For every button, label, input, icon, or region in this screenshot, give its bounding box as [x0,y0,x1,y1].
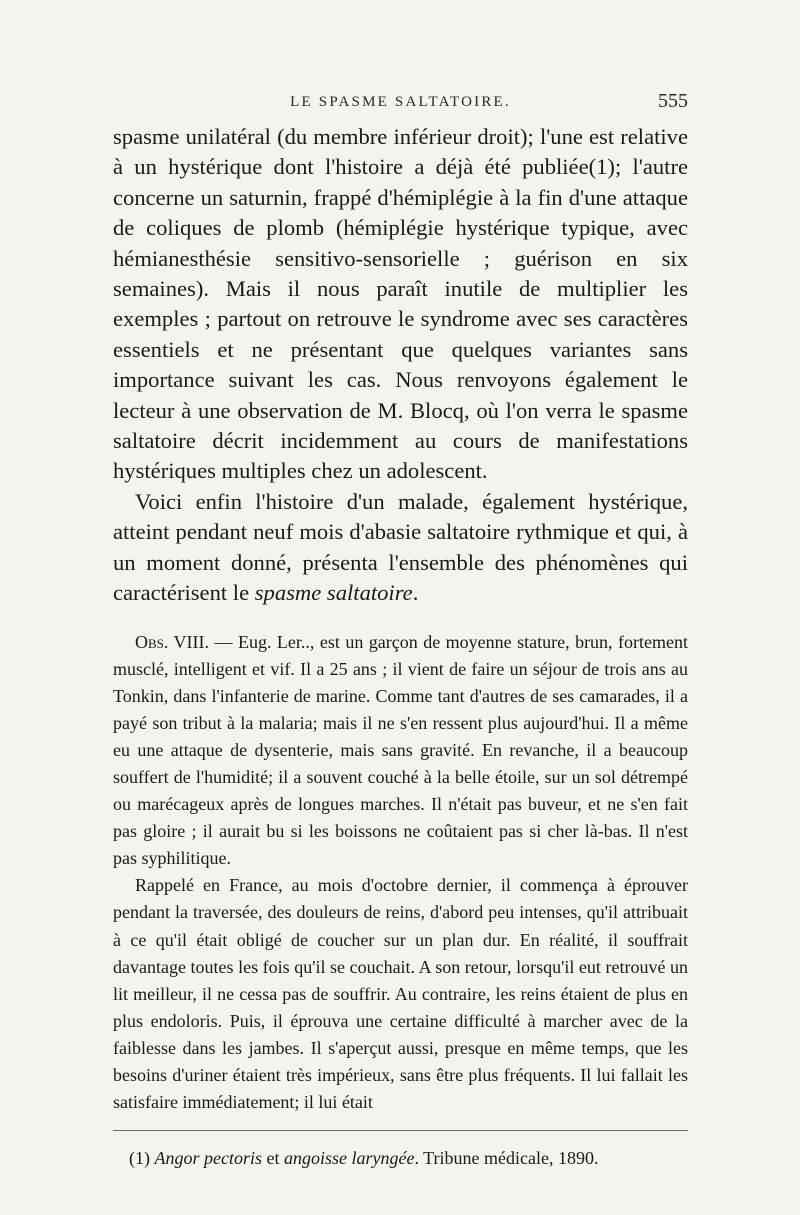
main-text [113,122,688,609]
footnote-source: . Tribune médicale, 1890. [414,1148,599,1169]
observation-paragraph-2: Rappelé en France, au mois d'octobre dernier, il commença à éprouver pendant la traversée, des douleurs de reins, d'abord peu intenses, qu'il attribuait à ce qu'il était obligé de coucher sur un plan dur. En réalité, il souffrait davantage toutes les fois qu'il se couchait. A son retour, lorsqu'il eut retrouvé un lit meilleur, il ne cessa pas de souffrir. Au contraire, les reins étaient de plus en plus endoloris. Puis, il éprouva une certaine difficulté à marcher avec de la faiblesse dans les jambes. Il s'aperçut aussi, presque en même temps, que les besoins d'uriner étaient très impérieux, sans être plus fréquents. Il lui fallait les satisfaire immédiatement; il lui était [113,875,688,1113]
footnote [113,1145,688,1171]
document-page [113,88,688,1171]
running-header [113,88,688,122]
paragraph-introduction [113,487,688,609]
italic-term: spasme saltatoire [254,580,413,606]
page-number: 555 [658,90,688,112]
footnote-marker: (1) [129,1148,155,1169]
observation-text-1: — Eug. Ler.., est un garçon de moyenne stature, brun, fortement musclé, intelligent et vif. Il a 25 ans ; il vient de faire un séjour de trois ans au Tonkin, dans l'infanterie de marine. Comme tant d'autres de ses camarades, il a payé son tribut à la malaria; mais il ne s'en ressent plus aujourd'hui. Il a même eu une attaque de dysenterie, mais sans gravité. En revanche, il a beaucoup souffert de l'humidité; il a souvent couché à la belle étoile, sur un sol détrempé ou marécageux après de longues marches. Il n'était pas buveur, et ne s'en fait pas gloire ; il aurait bu si les boissons ne coûtaient pas si cher là-bas. Il n'est pas syphilitique. [113,631,688,869]
footnote-title-2: angoisse laryngée [284,1148,415,1169]
footnote-divider [113,1130,688,1131]
observation-label: Obs. VIII. [135,631,210,652]
observation-paragraph-1 [113,629,688,873]
running-title: LE SPASME SALTATOIRE. [290,94,511,110]
footnote-conjunction: et [262,1148,284,1169]
footnote-title-1: Angor pectoris [154,1148,262,1169]
paragraph-text: Voici enfin l'histoire d'un malade, également hystérique, atteint pendant neuf mois d'abasie saltatoire rythmique et qui, à un moment donné, présenta l'ensemble des phénomènes qui caractérisent le [113,488,688,606]
paragraph-end: . [412,580,419,606]
observation-block [113,629,688,1117]
paragraph-continuation: spasme unilatéral (du membre inférieur droit); l'une est relative à un hystérique dont l'histoire a déjà été publiée(1); l'autre concerne un saturnin, frappé d'hémiplégie à la fin d'une attaque de coliques de plomb (hémiplégie hystérique typique, avec hémianesthésie sensitivo-sensorielle ; guérison en six semaines). Mais il nous paraît inutile de multiplier les exemples ; partout on retrouve le syndrome avec ses caractères essentiels et ne présentant que quelques variantes sans importance suivant les cas. Nous renvoyons également le lecteur à une observation de M. Blocq, où l'on verra le spasme saltatoire décrit incidemment au cours de manifestations hystériques multiples chez un adolescent. [113,124,688,484]
